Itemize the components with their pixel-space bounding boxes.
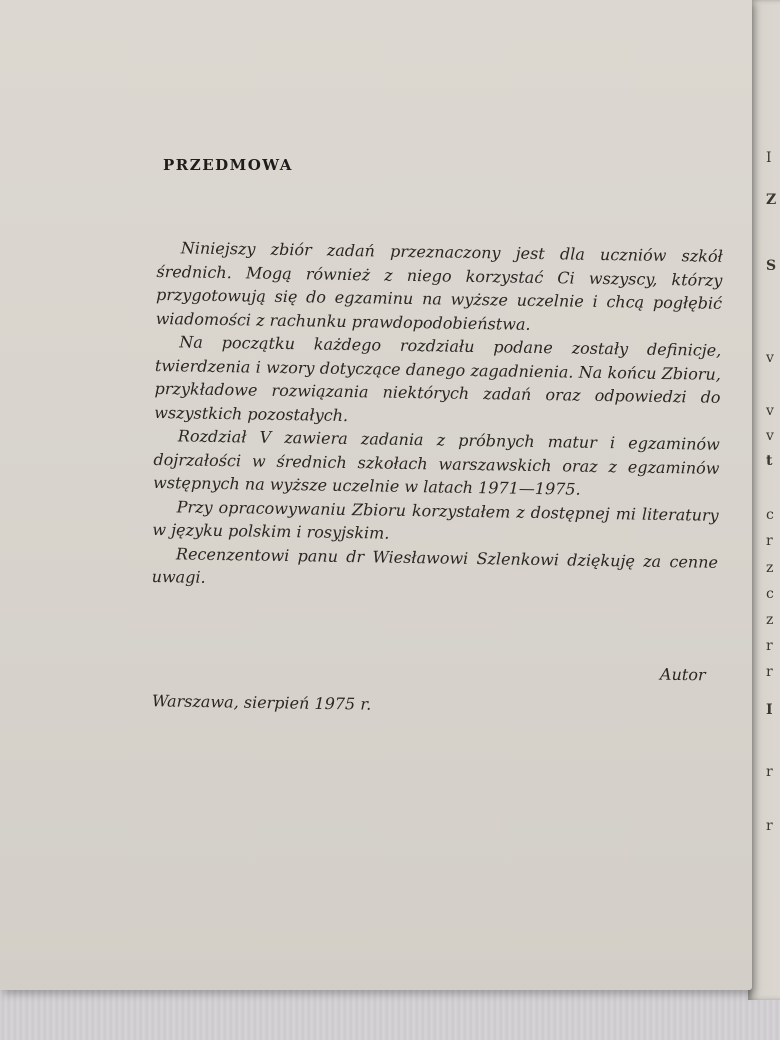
paragraph: Na początku każdego rozdziału podane zostały definicje, twierdzenia i wzory dotyczące danego zagadnienia. Na końcu Zbioru, przykładowe rozwiązania niektórych zadań oraz odpowiedzi do wszystkich pozostałych.	[154, 332, 722, 425]
next-page-fragment: z	[766, 612, 774, 628]
next-page-fragment: c	[766, 507, 774, 523]
next-page-fragment: r	[766, 664, 773, 680]
page-title: PRZEDMOWA	[163, 156, 293, 174]
author-signature: Autor	[659, 664, 706, 685]
next-page-fragment: v	[766, 350, 774, 366]
paragraph: Niniejszy zbiór zadań przeznaczony jest dla uczniów szkół średnich. Mogą również z niego korzystać Ci wszyscy, którzy przygotowują się do egzaminu na wyższe uczelnie i chcą pogłębić wiadomości z rachunku prawdopodobieństwa.	[155, 238, 723, 334]
next-page-fragment: Z	[766, 192, 777, 208]
paragraph: Przy opracowywaniu Zbioru korzystałem z dostępnej mi literatury w języku polskim i rosyjskim.	[152, 496, 719, 543]
next-page-fragment: z	[766, 560, 774, 576]
next-page-fragment: I	[766, 150, 772, 166]
next-page-fragment: I	[766, 702, 773, 718]
paragraph: Rozdział V zawiera zadania z próbnych matur i egzaminów dojrzałości w średnich szkołach warszawskich oraz z egzaminów wstępnych na wyższe uczelnie w latach 1971—1975.	[152, 426, 720, 499]
next-page-fragment: r	[766, 533, 773, 549]
preface-body	[151, 236, 722, 597]
next-page-fragment: r	[766, 764, 773, 780]
next-page-edge	[748, 0, 780, 1000]
next-page-fragment: c	[766, 586, 774, 602]
next-page-fragment: r	[766, 818, 773, 834]
next-page-fragment: v	[766, 403, 774, 419]
paragraph: Recenzentowi panu dr Wiesławowi Szlenkowi dziękuję za cenne uwagi.	[151, 543, 719, 587]
next-page-fragment: r	[766, 638, 773, 654]
next-page-fragment: v	[766, 428, 774, 444]
next-page-fragment: S	[766, 258, 777, 274]
place-date-line: Warszawa, sierpień 1975 r.	[151, 691, 372, 714]
next-page-fragment: t	[766, 453, 773, 469]
